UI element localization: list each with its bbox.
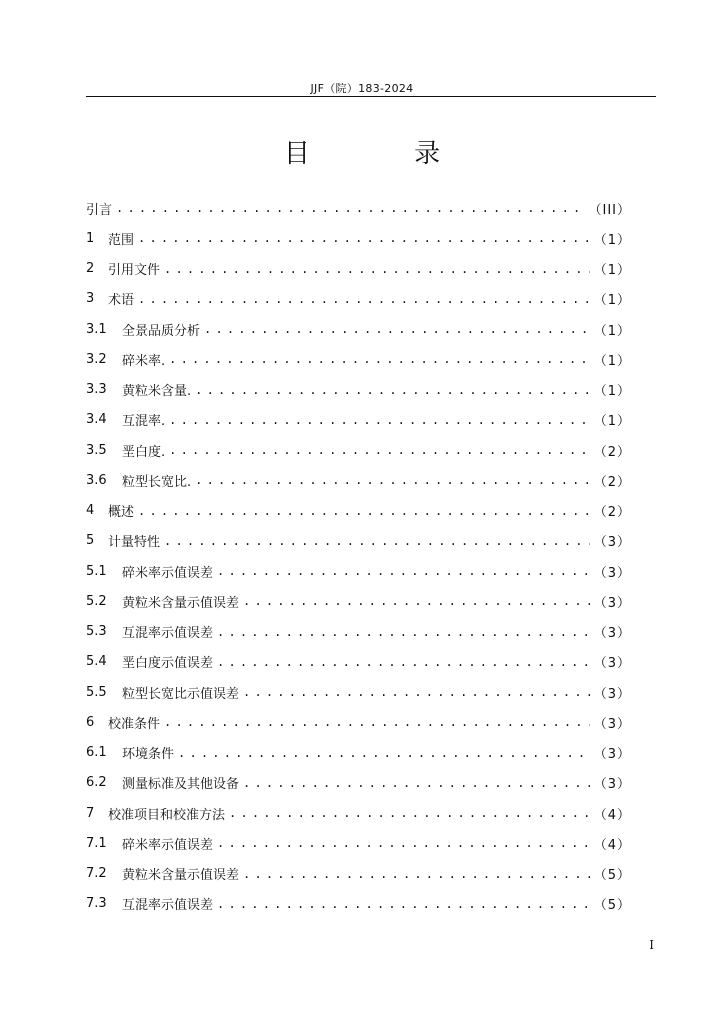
toc-entry[interactable] — [86, 556, 631, 586]
toc-entry-number: 5.1 — [86, 563, 107, 579]
toc-entry-page: （1） — [593, 323, 631, 339]
toc-leader-dots — [164, 534, 590, 548]
toc-entry-number: 4 — [86, 503, 95, 519]
toc-entry-page: （2） — [593, 444, 631, 460]
toc-entry-number: 5.2 — [86, 593, 107, 609]
toc-entry-label: 互混率. — [122, 414, 166, 430]
toc-leader-dots — [229, 806, 590, 820]
toc-leader-dots — [217, 564, 590, 578]
toc-entry-label: 互混率示值误差 — [122, 898, 214, 914]
toc-entry[interactable] — [86, 647, 631, 677]
toc-entry-label: 校准条件 — [108, 716, 161, 732]
toc-entry-page: （1） — [593, 414, 631, 430]
toc-entry-page: （5） — [593, 898, 631, 914]
toc-leader-dots — [169, 443, 590, 457]
toc-leader-dots — [217, 836, 590, 850]
toc-leader-dots — [204, 322, 590, 336]
toc-leader-dots — [169, 352, 590, 366]
toc-entry-page: （4） — [593, 807, 631, 823]
toc-entry-number: 5.3 — [86, 624, 107, 640]
toc-entry-number: 3.2 — [86, 351, 107, 367]
toc-entry[interactable] — [86, 405, 631, 435]
toc-entry-number: 1 — [86, 230, 95, 246]
toc-entry[interactable] — [86, 284, 631, 314]
toc-entry[interactable] — [86, 435, 631, 465]
toc-entry-page: （2） — [593, 474, 631, 490]
toc-entry[interactable] — [86, 254, 631, 284]
page-number: I — [649, 938, 654, 952]
toc-entry-number: 3.4 — [86, 412, 107, 428]
toc-entry-number: 3.1 — [86, 321, 107, 337]
toc-entry-label: 碎米率示值误差 — [122, 837, 214, 853]
toc-leader-dots — [116, 201, 584, 215]
toc-entry-label: 垩白度. — [122, 444, 166, 460]
toc-entry-number: 3.5 — [86, 442, 107, 458]
toc-leader-dots — [138, 504, 590, 518]
toc-entry-page: （1） — [593, 353, 631, 369]
toc-entry-label: 全景品质分析 — [122, 323, 201, 339]
toc-entry-number: 5 — [86, 533, 95, 549]
toc-entry[interactable] — [86, 193, 631, 223]
toc-entry[interactable] — [86, 677, 631, 707]
toc-entry[interactable] — [86, 798, 631, 828]
toc-entry-number: 6.2 — [86, 775, 107, 791]
toc-entry[interactable] — [86, 465, 631, 495]
toc-entry[interactable] — [86, 526, 631, 556]
toc-leader-dots — [138, 231, 590, 245]
toc-entry[interactable] — [86, 859, 631, 889]
toc-entry-page: （5） — [593, 868, 631, 884]
toc-entry[interactable] — [86, 889, 631, 919]
running-header: JJF（院）183-2024 — [310, 82, 414, 95]
toc-entry-page: （1） — [593, 293, 631, 309]
toc-entry-label: 黄粒米含量. — [122, 384, 192, 400]
toc-entry[interactable] — [86, 586, 631, 616]
toc-entry-number: 2 — [86, 261, 95, 277]
toc-leader-dots — [164, 715, 590, 729]
toc-entry-page: （3） — [593, 686, 631, 702]
toc-entry[interactable] — [86, 768, 631, 798]
toc-entry[interactable] — [86, 344, 631, 374]
toc-entry-label: 垩白度示值误差 — [122, 656, 214, 672]
toc-leader-dots — [178, 746, 590, 760]
toc-entry-label: 校准项目和校准方法 — [108, 807, 226, 823]
toc-leader-dots — [243, 685, 590, 699]
toc-entry-label: 碎米率. — [122, 353, 166, 369]
toc-entry[interactable] — [86, 223, 631, 253]
toc-entry-page: （3） — [593, 626, 631, 642]
toc-entry-page: （3） — [593, 595, 631, 611]
page-title: 目 录 — [283, 139, 489, 169]
toc-entry-page: （2） — [593, 505, 631, 521]
toc-entry-number: 7 — [86, 805, 95, 821]
toc-entry-label: 粒型长宽比. — [122, 474, 192, 490]
toc-entry-label: 引言 — [86, 202, 113, 218]
toc-entry-number: 5.4 — [86, 654, 107, 670]
toc-entry-label: 引用文件 — [108, 263, 161, 279]
toc-entry-page: （3） — [593, 656, 631, 672]
toc-entry[interactable] — [86, 375, 631, 405]
toc-entry[interactable] — [86, 617, 631, 647]
toc-leader-dots — [169, 413, 590, 427]
toc-entry-page: （4） — [593, 837, 631, 853]
toc-entry-page: （1） — [593, 263, 631, 279]
toc-entry-label: 粒型长宽比示值误差 — [122, 686, 240, 702]
toc-entry[interactable] — [86, 828, 631, 858]
toc-entry-number: 3.3 — [86, 382, 107, 398]
toc-leader-dots — [195, 383, 590, 397]
toc-entry-page: （III） — [588, 202, 631, 218]
toc-entry-page: （1） — [593, 232, 631, 248]
toc-leader-dots — [164, 262, 590, 276]
toc-entry-label: 黄粒米含量示值误差 — [122, 595, 240, 611]
toc-entry-label: 碎米率示值误差 — [122, 565, 214, 581]
toc-entry-page: （3） — [593, 777, 631, 793]
toc-entry-label: 概述 — [108, 505, 135, 521]
toc-leader-dots — [138, 292, 590, 306]
toc-entry-label: 范围 — [108, 232, 135, 248]
toc-entry-page: （1） — [593, 384, 631, 400]
toc-leader-dots — [243, 867, 590, 881]
toc-leader-dots — [217, 625, 590, 639]
toc-entry-number: 3 — [86, 291, 95, 307]
toc-entry-page: （3） — [593, 535, 631, 551]
toc-entry-number: 6.1 — [86, 745, 107, 761]
toc-leader-dots — [243, 594, 590, 608]
toc-entry[interactable] — [86, 314, 631, 344]
toc-leader-dots — [217, 897, 590, 911]
toc-entry-label: 测量标准及其他设备 — [122, 777, 240, 793]
toc-entry-label: 互混率示值误差 — [122, 626, 214, 642]
toc-leader-dots — [243, 776, 590, 790]
toc-entry-label: 计量特性 — [108, 535, 161, 551]
toc-entry-number: 7.3 — [86, 896, 107, 912]
toc-entry-number: 6 — [86, 714, 95, 730]
toc-entry[interactable] — [86, 738, 631, 768]
toc-entry-number: 5.5 — [86, 684, 107, 700]
toc-entry-page: （3） — [593, 565, 631, 581]
toc-leader-dots — [195, 473, 590, 487]
toc-leader-dots — [217, 655, 590, 669]
toc-entry-number: 3.6 — [86, 472, 107, 488]
header-rule — [86, 96, 656, 97]
toc-entry-label: 黄粒米含量示值误差 — [122, 868, 240, 884]
toc-entry-number: 7.2 — [86, 866, 107, 882]
toc-entry[interactable] — [86, 496, 631, 526]
table-of-contents — [86, 193, 631, 919]
toc-entry-number: 7.1 — [86, 835, 107, 851]
toc-entry-label: 术语 — [108, 293, 135, 309]
toc-entry-label: 环境条件 — [122, 747, 175, 763]
toc-entry-page: （3） — [593, 747, 631, 763]
toc-entry[interactable] — [86, 707, 631, 737]
toc-entry-page: （3） — [593, 716, 631, 732]
